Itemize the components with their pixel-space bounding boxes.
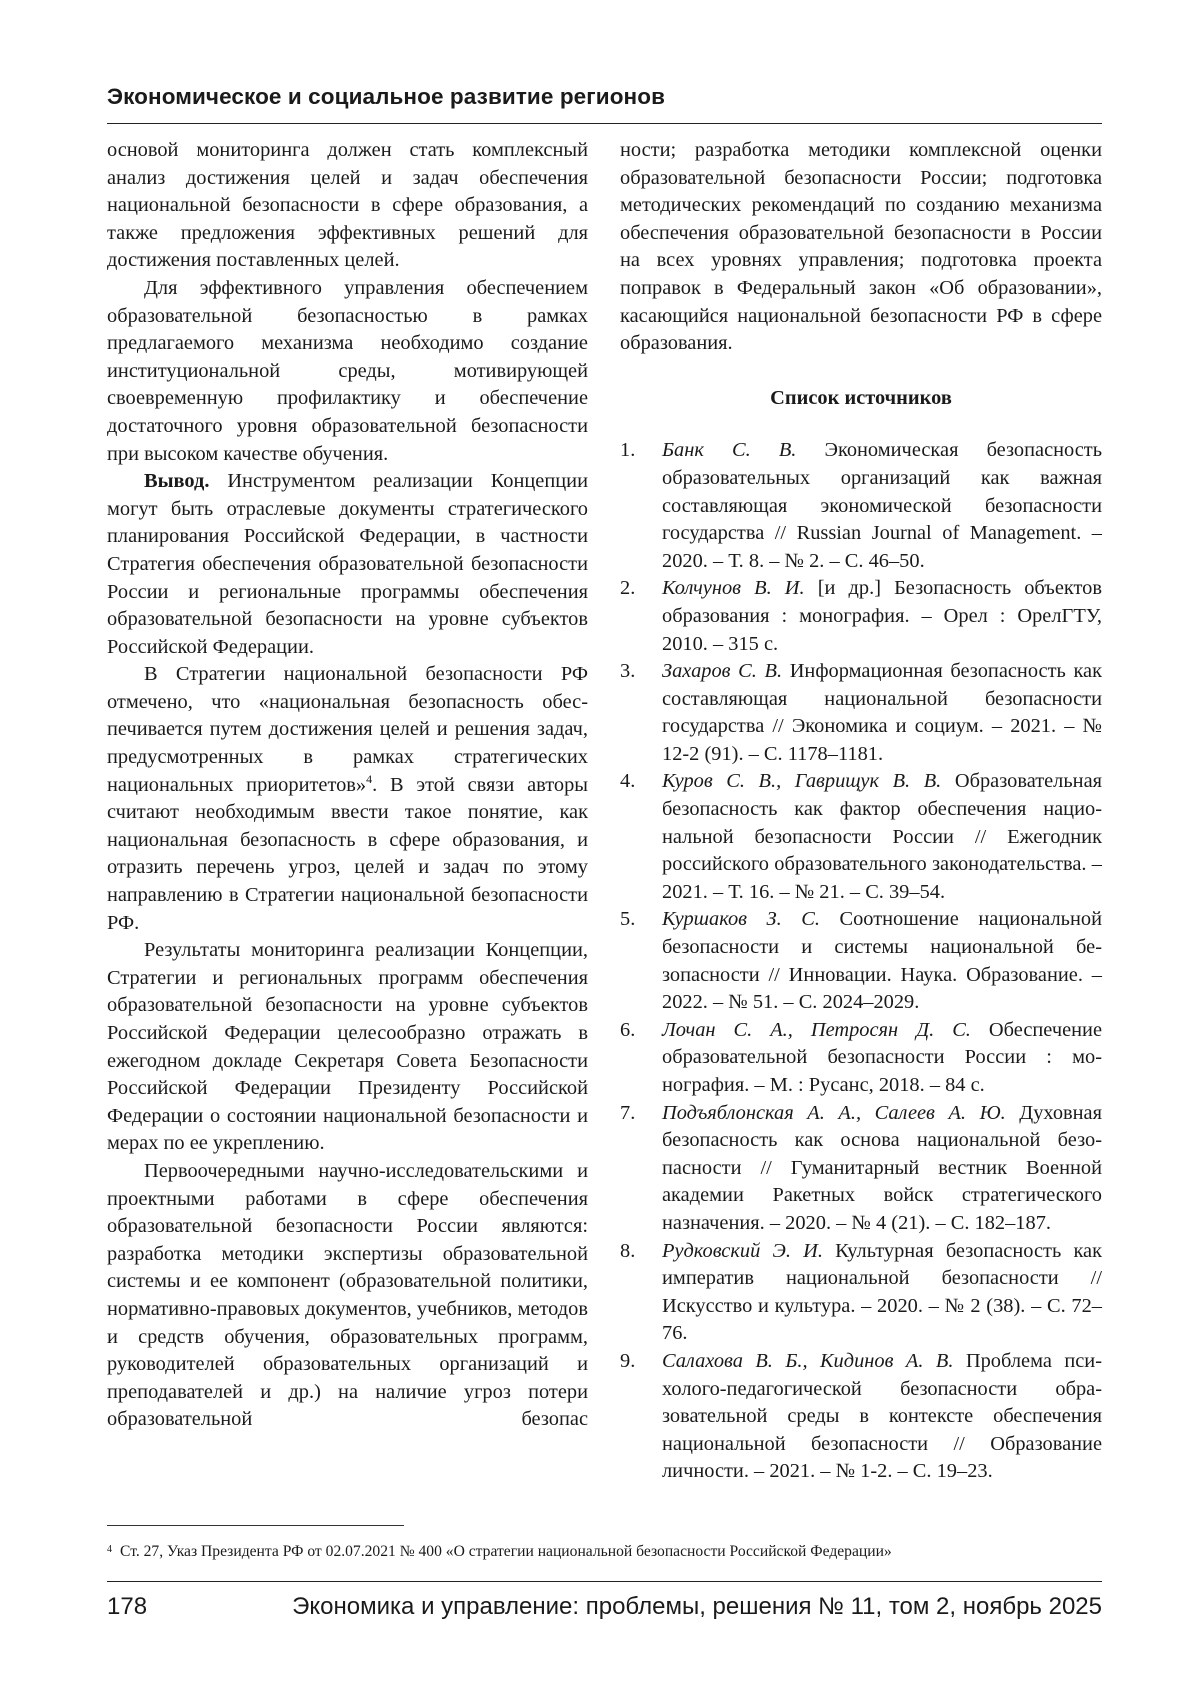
paragraph: Для эффективного управления обеспечением образовательной безопасностью в рамках предлагаемого механизма необходимо создание институциональной среды, мотивирующей своевременную профилактику и обеспечение достаточного уровня образовательной безопасности при высоком качестве обучения.	[107, 276, 588, 465]
footer-rule	[107, 1581, 1102, 1582]
reference-list	[620, 437, 1102, 1486]
reference-text: Обеспечение образовательной безопасности России : монография. – М. : Русанс, 2018. – 84 с.	[662, 1018, 1102, 1096]
page-number: 178	[107, 1593, 148, 1620]
footnote-text: Ст. 27, Указ Президента РФ от 02.07.2021 № 400 «О стратегии национальной безопасности Российской Федерации»	[120, 1543, 892, 1560]
journal-title: Экономика и управление: проблемы, решения № 11, том 2, ноябрь 2025	[292, 1593, 1102, 1620]
reference-item	[620, 1017, 1102, 1100]
sources-heading: Список источников	[770, 386, 952, 409]
reference-author: Куршаков З. С.	[662, 908, 820, 931]
right-column	[620, 137, 1102, 1486]
reference-number: 9.	[620, 1349, 636, 1372]
running-title: Экономическое и социальное развитие регионов	[107, 84, 666, 109]
reference-item	[620, 1238, 1102, 1348]
reference-item	[620, 1100, 1102, 1238]
footnote-mark: 4	[107, 1544, 112, 1555]
conclusion-paragraph	[107, 468, 588, 661]
reference-author: Лочан С. А., Петросян Д. С.	[662, 1018, 971, 1041]
paragraph	[107, 661, 588, 937]
reference-author: Колчунов В. И.	[662, 577, 805, 600]
paragraph: основой мониторинга должен стать комплексный анализ достижения целей и задач обеспечения национальной безопасности в сфере образования, а также предложения эффективных решений для достижения поставленных целей.	[107, 139, 588, 272]
reference-author: Куров С. В., Гаврищук В. В.	[662, 770, 942, 793]
header-rule	[107, 123, 1102, 124]
reference-number: 6.	[620, 1018, 636, 1041]
reference-author: Подъяблонская А. А., Салеев А. Ю.	[662, 1101, 1006, 1124]
footnote	[107, 1540, 1102, 1562]
reference-text: Соотношение национальной безопасности и системы национальной безопасности // Инновации. Наука. Образование. – 2022. – № 51. – С. 2024–2029.	[662, 908, 1102, 1014]
reference-text: Экономическая безопасность образовательных организаций как важная составляющая экономической безопасности государства // Russian Journal of Management. – 2020. – Т. 8. – № 2. – С. 46–50.	[662, 439, 1102, 572]
reference-text: Проблема психолого-педагогической безопасности образовательной среды в контексте обеспечения национальной безопасности // Образование личности. – 2021. – № 1-2. – С. 19–23.	[662, 1349, 1102, 1483]
reference-number: 2.	[620, 577, 636, 600]
reference-text: Духовная безопасность как основа национальной безопасности // Гуманитарный вестник Военной академии Ракетных войск стратегического назначения. – 2020. – № 4 (21). – С. 182–187.	[662, 1101, 1102, 1234]
reference-author: Салахова В. Б., Кидинов А. В.	[662, 1349, 954, 1372]
reference-author: Захаров С. В.	[662, 660, 783, 683]
left-column	[107, 137, 588, 1434]
reference-text: [и др.] Безопасность объектов образования : монография. – Орел : ОрелГТУ, 2010. – 315 с.	[662, 577, 1102, 655]
footnote-separator	[107, 1525, 404, 1526]
reference-item	[620, 575, 1102, 658]
reference-number: 8.	[620, 1239, 636, 1262]
reference-item	[620, 768, 1102, 906]
conclusion-text: Инструментом реализации Концепции могут быть отраслевые документы стратегического планирования Российской Федерации, в частности Стратегия обеспечения образовательной безопасности России и региональные программы обеспечения образовательной безопасности на уровне субъектов Российской Федерации.	[107, 470, 588, 658]
reference-number: 3.	[620, 660, 636, 683]
reference-number: 4.	[620, 770, 636, 793]
reference-text: Культурная безопасность как императив национальной безопасности // Искусство и культура. – 2020. – № 2 (38). – С. 72–76.	[662, 1239, 1102, 1345]
reference-number: 7.	[620, 1101, 636, 1124]
reference-author: Рудковский Э. И.	[662, 1239, 823, 1262]
reference-text: Информационная безопасность как составляющая национальной безопасности государства // Экономика и социум. – 2021. – № 12-2 (91). – С. 1178–1181.	[662, 660, 1102, 765]
paragraph: ности; разработка методики комплексной оценки образовательной безопасности России; подготовка методических рекомендаций по созданию механизма обеспечения образовательной безопасности в России на всех уровнях управления; подготовка проекта поправок в Федеральный закон «Об образовании», касающийся национальной безопасности РФ в сфере образования.	[620, 139, 1102, 355]
reference-item	[620, 1348, 1102, 1486]
reference-item	[620, 437, 1102, 575]
reference-author: Банк С. В.	[662, 439, 797, 462]
footnote-reference: 4	[366, 771, 373, 786]
reference-number: 1.	[620, 439, 636, 462]
paragraph: Первоочередными научно-исследовательскими и проектными работами в сфере обеспечения образовательной безопасности России являются: разработка методики экспертизы образовательной системы и ее компонент (образовательной политики, нормативно-правовых документов, учебников, методов и средств обучения, образовательных программ, руководителей образовательных организаций и преподавателей и др.) на наличие угроз потери образовательной безопас	[107, 1159, 588, 1431]
conclusion-lead: Вывод.	[144, 470, 210, 493]
reference-item	[620, 906, 1102, 1016]
reference-number: 5.	[620, 908, 636, 931]
paragraph-text: . В этой связи авторы считают необходимым ввести такое понятие, как национальная безопасность в сфере образования, и отразить перечень угроз, целей и задач по этому направлению в Стратегии национальной безопасности РФ.	[107, 773, 588, 934]
reference-item	[620, 658, 1102, 768]
reference-text: Образовательная безопасность как фактор обеспечения национальной безопасности России // Ежегодник российского образовательного законодательства. – 2021. – Т. 16. – № 21. – С. 39–54.	[662, 770, 1102, 903]
paragraph-text: В Стратегии национальной безопасности РФ отмечено, что «национальная безопасность обеспечивается путем достижения целей и решения задач, предусмотренных в рамках стратегических национальных приоритетов»	[107, 663, 588, 796]
paragraph: Результаты мониторинга реализации Концепции, Стратегии и региональных программ обеспечения образовательной безопасности на уровне субъектов Российской Федерации целесообразно отражать в ежегодном докладе Секретаря Совета Безопасности Российской Федерации Президенту Российской Федерации о состоянии национальной безопасности и мерах по ее укреплению.	[107, 939, 588, 1155]
